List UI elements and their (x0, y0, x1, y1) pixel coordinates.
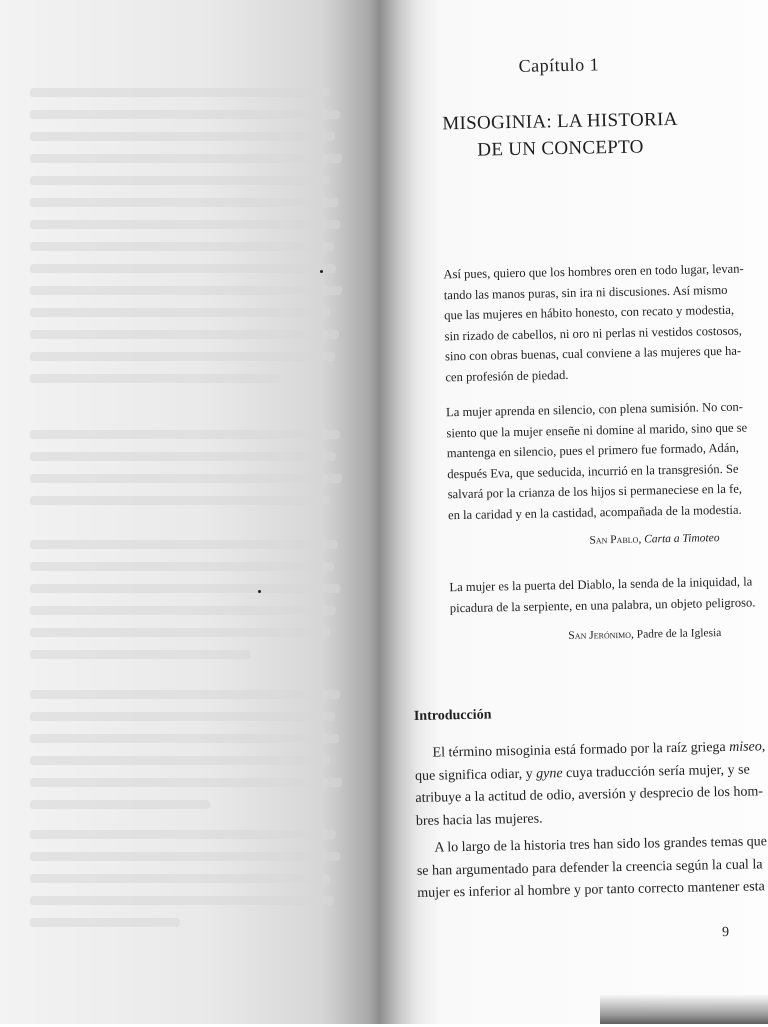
attribution-author: San Jerónimo (568, 628, 632, 643)
paragraph-line: atribuye a la actitud de odio, aversión y desprecio de los hom- (415, 784, 764, 806)
paragraph-line: que significa odiar, y gyne cuya traducción sería mujer, y se (414, 762, 750, 784)
epigraph-2 (445, 397, 748, 526)
epigraph-line: sino con obras buenas, cual conviene a las mujeres que ha- (444, 344, 742, 364)
page-number: 9 (721, 924, 730, 941)
epigraph-line: mantenga en silencio, pues el primero fue formado, Adán, (446, 440, 739, 461)
intro-paragraph-1 (414, 737, 766, 833)
epigraph-line: Así pues, quiero que los hombres oren en todo lugar, levan- (443, 261, 744, 282)
attribution-work: Carta a Timoteo (644, 532, 720, 546)
chapter-number: Capítulo 1 (518, 54, 600, 76)
epigraph-line: salvará por la crianza de los hijos si permaneciese en la fe, (447, 482, 743, 502)
paragraph-line: bres hacia las mujeres. (415, 811, 543, 829)
epigraph-line: después Eva, que seducida, incurrió en la transgresión. Se (447, 461, 739, 482)
intro-paragraph-2 (416, 832, 768, 905)
epigraph-line: que las mujeres en hábito honesto, con recato y modestia, (444, 302, 735, 323)
attribution-role: Padre de la Iglesia (636, 627, 722, 641)
section-heading: Introducción (413, 707, 492, 724)
paragraph-line: A lo largo de la historia tres han sido los grandes temas que (434, 834, 768, 856)
chapter-title-line: MISOGINIA: LA HISTORIA (442, 108, 678, 135)
epigraph-line: en la caridad y en la castidad, acompañada de la modestia. (447, 502, 742, 523)
paragraph-line: mujer es inferior al hombre y por tanto correcto mantener esta (417, 879, 765, 901)
epigraph-line: cen profesión de piedad. (445, 367, 569, 385)
epigraph-line: sin rizado de cabellos, ni oro ni perlas ni vestidos costosos, (444, 323, 742, 344)
paragraph-line: se han argumentado para defender la creencia según la cual la (416, 856, 763, 879)
epigraph-line: picadura de la serpiente, en una palabra, un objeto peligroso. (449, 595, 756, 615)
attribution-author: San Pablo (589, 533, 639, 547)
epigraph-line: La mujer es la puerta del Diablo, la senda de la iniquidad, la (449, 574, 753, 595)
chapter-title (402, 105, 718, 165)
epigraph-3-attribution: San Jerónimo, Padre de la Iglesia (568, 627, 722, 643)
facing-page (0, 0, 380, 1024)
page-content (400, 0, 768, 1027)
epigraph-line: tando las manos puras, sin ira ni discusiones. Así mismo (443, 282, 728, 302)
paragraph-line: El término misoginia está formado por la raíz griega miseo, (432, 739, 766, 761)
epigraph-3 (449, 572, 756, 618)
epigraph-line: La mujer aprenda en silencio, con plena sumisión. No con- (445, 399, 744, 420)
chapter-title-line: DE UN CONCEPTO (477, 136, 644, 161)
epigraph-1 (443, 259, 744, 388)
epigraph-line: siento que la mujer enseñe ni domine al marido, sino que se (446, 420, 748, 440)
epigraph-2-attribution: San Pablo, Carta a Timoteo (589, 532, 720, 547)
